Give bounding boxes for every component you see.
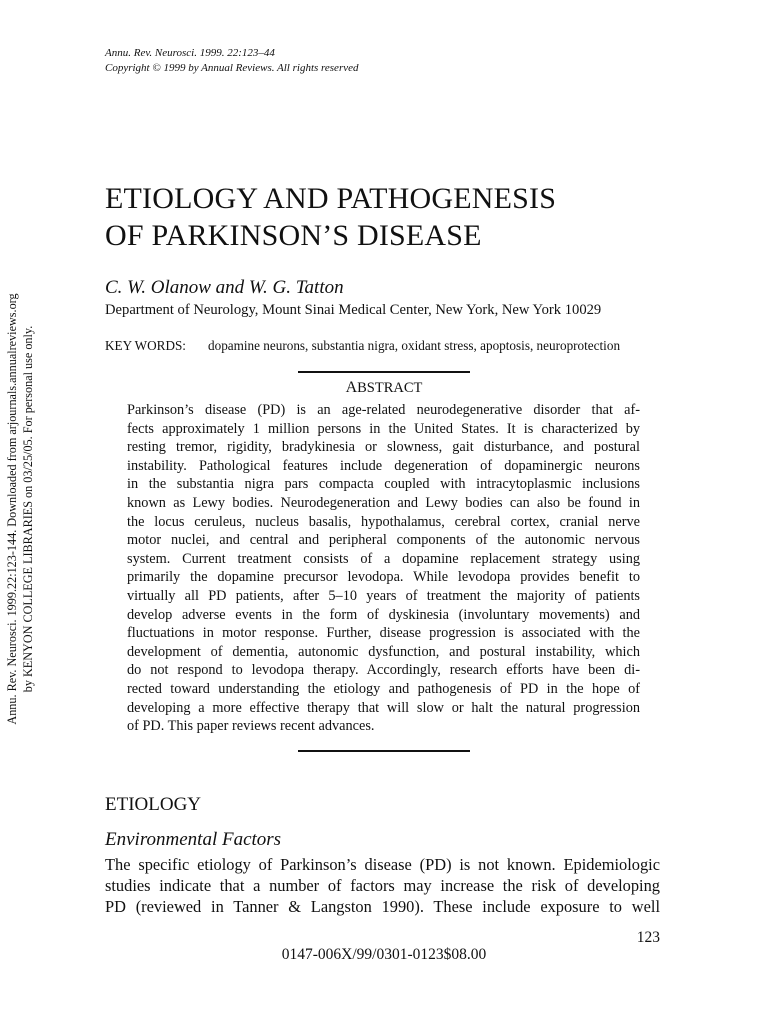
abstract-line: system. Current treatment consists of a dopamine replacement strategy using [127,550,640,567]
abstract-line: resting tremor, rigidity, bradykinesia or slowness, gait disturbance, and postural [127,439,640,456]
abstract-line: fects approximately 1 million persons in the United States. It is characterized by [127,420,640,437]
abstract-line: known as Lewy bodies. Neurodegeneration and Lewy bodies can also be found in [127,494,640,511]
section-heading: ETIOLOGY [105,794,202,815]
download-margin-note [4,264,38,754]
body-line: The specific etiology of Parkinson’s disease (PD) is not known. Epidemiologic [105,855,660,874]
abstract-line: developing a more effective therapy that will slow or halt the natural progression [127,699,640,716]
subsection-heading: Environmental Factors [105,829,282,850]
abstract-line: fluctuations in motor response. Further, disease progression is associated with the [127,625,640,642]
abstract-bottom-rule [298,750,470,752]
abstract-heading-rest: BSTRACT [357,380,423,396]
abstract-line: instability. Pathological features include degeneration of dopaminergic neurons [127,457,640,474]
keywords [105,338,620,354]
abstract-line: do not respond to levodopa therapy. Accordingly, research efforts have been di- [127,662,640,679]
authors: C. W. Olanow and W. G. Tatton [105,277,344,298]
copyright-line: Copyright © 1999 by Annual Reviews. All rights reserved [105,62,359,74]
abstract-line: develop adverse events in the form of dyskinesia (involuntary movements) and [127,606,640,623]
body-line: studies indicate that a number of factors may increase the risk of developing [105,876,660,895]
abstract-body [127,401,640,736]
abstract-line: in the substantia nigra pars compacta coupled with intracytoplasmic inclusions [127,476,640,493]
journal-header [105,46,359,76]
journal-citation: Annu. Rev. Neurosci. 1999. 22:123–44 [105,47,275,59]
margin-note-line-1: Annu. Rev. Neurosci. 1999.22:123-144. Downloaded from arjournals.annualreviews.org [5,293,19,725]
body-text [105,854,660,917]
body-line: PD (reviewed in Tanner & Langston 1990). These include exposure to well [105,897,660,916]
abstract-line: of PD. This paper reviews recent advances. [127,718,375,735]
page-number: 123 [636,929,660,946]
abstract-heading [0,379,768,397]
affiliation: Department of Neurology, Mount Sinai Medical Center, New York, New York 10029 [105,302,602,318]
keywords-label: KEY WORDS: [105,338,186,353]
abstract-line: the locus ceruleus, nucleus basalis, hypothalamus, cerebral cortex, cranial nerve [127,513,640,530]
abstract-heading-initial: A [345,379,358,396]
title-line-2: OF PARKINSON’S DISEASE [105,219,482,252]
title-line-1: ETIOLOGY AND PATHOGENESIS [105,182,557,215]
abstract-line: development of dementia, autonomic dysfunction, and postural instability, which [127,643,640,660]
abstract-line: Parkinson’s disease (PD) is an age-related neurodegenerative disorder that af- [127,402,640,418]
keywords-terms: dopamine neurons, substantia nigra, oxidant stress, apoptosis, neuroprotection [208,338,621,353]
abstract-line: virtually all PD patients, after 5–10 years of treatment the majority of patients [127,587,640,604]
abstract-line: motor nuclei, and central and peripheral components of the autonomic nervous [127,532,640,549]
abstract-line: rected toward understanding the etiology and pathogenesis of PD in the hope of [127,680,640,697]
article-title [105,180,556,254]
margin-note-line-2: by KENYON COLLEGE LIBRARIES on 03/25/05. For personal use only. [21,325,35,693]
abstract-top-rule [298,371,470,373]
abstract-line: primarily the dopamine precursor levodopa. While levodopa provides benefit to [127,569,640,586]
article-code: 0147-006X/99/0301-0123$08.00 [281,946,487,963]
